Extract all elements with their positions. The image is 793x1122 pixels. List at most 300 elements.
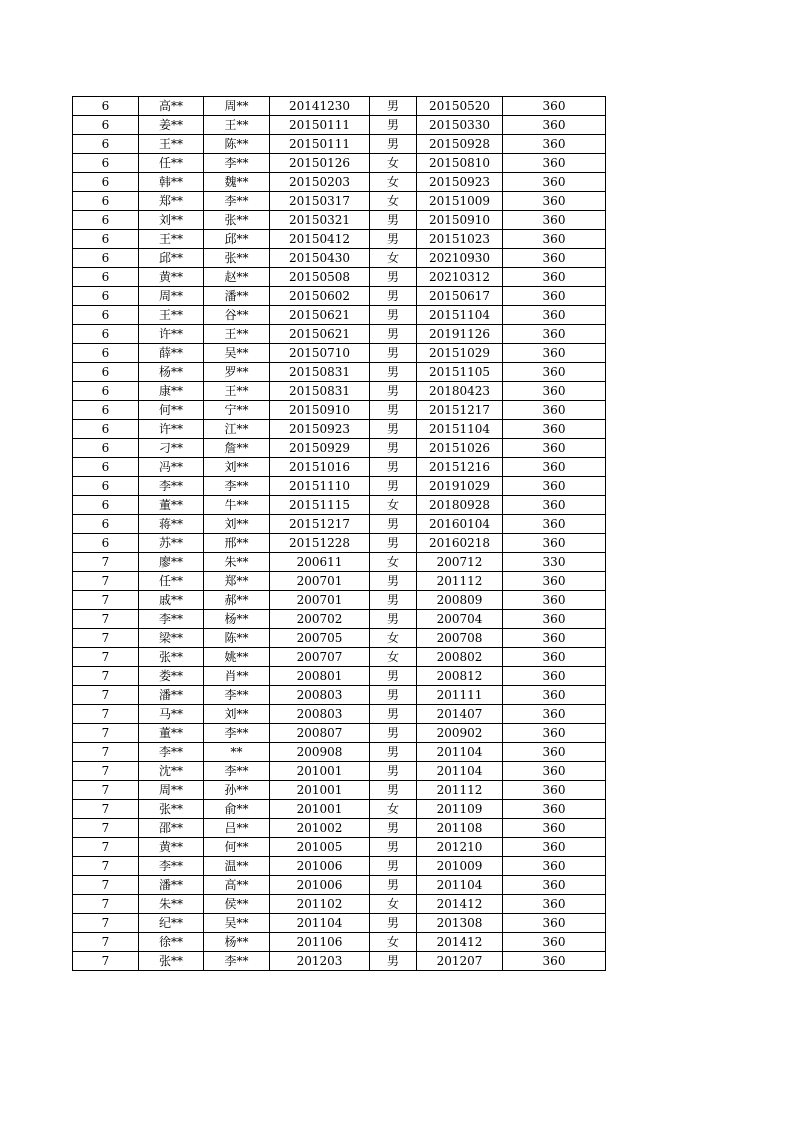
group-cell: 6 — [73, 249, 139, 268]
table-row — [73, 287, 606, 306]
date-end-cell: 20150330 — [417, 116, 503, 135]
amount-cell: 360 — [503, 344, 606, 363]
date-end-cell: 20180928 — [417, 496, 503, 515]
amount-cell: 360 — [503, 610, 606, 629]
name-a-cell: 王** — [139, 230, 204, 249]
amount-cell: 360 — [503, 591, 606, 610]
name-b-cell: 李** — [204, 686, 270, 705]
amount-cell: 360 — [503, 515, 606, 534]
date-end-cell: 201207 — [417, 952, 503, 971]
table-row — [73, 192, 606, 211]
amount-cell: 360 — [503, 895, 606, 914]
date-start-cell: 20141230 — [270, 97, 370, 116]
date-start-cell: 20150111 — [270, 135, 370, 154]
name-b-cell: 刘** — [204, 458, 270, 477]
name-a-cell: 张** — [139, 800, 204, 819]
table-row — [73, 477, 606, 496]
name-b-cell: 邢** — [204, 534, 270, 553]
table-row — [73, 116, 606, 135]
table-row — [73, 173, 606, 192]
name-b-cell: 吴** — [204, 914, 270, 933]
name-a-cell: 许** — [139, 420, 204, 439]
group-cell: 7 — [73, 553, 139, 572]
name-b-cell: 李** — [204, 192, 270, 211]
name-a-cell: 任** — [139, 154, 204, 173]
amount-cell: 360 — [503, 287, 606, 306]
date-start-cell: 201001 — [270, 781, 370, 800]
group-cell: 6 — [73, 515, 139, 534]
table-row — [73, 458, 606, 477]
name-b-cell: 朱** — [204, 553, 270, 572]
date-start-cell: 200803 — [270, 705, 370, 724]
date-end-cell: 20160104 — [417, 515, 503, 534]
gender-cell: 男 — [370, 363, 417, 382]
date-start-cell: 20151110 — [270, 477, 370, 496]
name-a-cell: 黄** — [139, 838, 204, 857]
gender-cell: 男 — [370, 743, 417, 762]
date-end-cell: 201104 — [417, 762, 503, 781]
amount-cell: 360 — [503, 762, 606, 781]
name-a-cell: 刘** — [139, 211, 204, 230]
group-cell: 6 — [73, 458, 139, 477]
amount-cell: 360 — [503, 325, 606, 344]
table-row — [73, 686, 606, 705]
table-row — [73, 781, 606, 800]
table-row — [73, 344, 606, 363]
date-end-cell: 201108 — [417, 819, 503, 838]
group-cell: 6 — [73, 97, 139, 116]
table-row — [73, 401, 606, 420]
gender-cell: 男 — [370, 705, 417, 724]
group-cell: 7 — [73, 876, 139, 895]
name-b-cell: 王** — [204, 116, 270, 135]
name-b-cell: 刘** — [204, 705, 270, 724]
amount-cell: 360 — [503, 629, 606, 648]
group-cell: 7 — [73, 743, 139, 762]
group-cell: 7 — [73, 648, 139, 667]
name-a-cell: 李** — [139, 477, 204, 496]
date-start-cell: 201001 — [270, 762, 370, 781]
name-b-cell: 郑** — [204, 572, 270, 591]
gender-cell: 男 — [370, 838, 417, 857]
table-row — [73, 420, 606, 439]
amount-cell: 360 — [503, 268, 606, 287]
date-end-cell: 20151009 — [417, 192, 503, 211]
gender-cell: 男 — [370, 876, 417, 895]
gender-cell: 男 — [370, 515, 417, 534]
group-cell: 6 — [73, 230, 139, 249]
group-cell: 6 — [73, 287, 139, 306]
name-b-cell: 吕** — [204, 819, 270, 838]
name-b-cell: 詹** — [204, 439, 270, 458]
name-a-cell: 娄** — [139, 667, 204, 686]
date-end-cell: 201112 — [417, 572, 503, 591]
table-row — [73, 496, 606, 515]
table-row — [73, 154, 606, 173]
amount-cell: 360 — [503, 705, 606, 724]
name-b-cell: 侯** — [204, 895, 270, 914]
name-b-cell: 周** — [204, 97, 270, 116]
name-a-cell: 冯** — [139, 458, 204, 477]
amount-cell: 360 — [503, 933, 606, 952]
group-cell: 6 — [73, 173, 139, 192]
gender-cell: 男 — [370, 857, 417, 876]
group-cell: 6 — [73, 192, 139, 211]
name-a-cell: 潘** — [139, 686, 204, 705]
table-row — [73, 382, 606, 401]
gender-cell: 女 — [370, 895, 417, 914]
date-end-cell: 20150923 — [417, 173, 503, 192]
name-a-cell: 张** — [139, 648, 204, 667]
gender-cell: 男 — [370, 420, 417, 439]
date-end-cell: 20151023 — [417, 230, 503, 249]
date-end-cell: 201112 — [417, 781, 503, 800]
gender-cell: 男 — [370, 401, 417, 420]
name-a-cell: 康** — [139, 382, 204, 401]
gender-cell: 女 — [370, 173, 417, 192]
table-body — [73, 97, 606, 971]
table-row — [73, 724, 606, 743]
name-b-cell: 姚** — [204, 648, 270, 667]
group-cell: 7 — [73, 705, 139, 724]
gender-cell: 男 — [370, 344, 417, 363]
date-end-cell: 200812 — [417, 667, 503, 686]
date-start-cell: 20150910 — [270, 401, 370, 420]
name-a-cell: 高** — [139, 97, 204, 116]
date-end-cell: 201210 — [417, 838, 503, 857]
name-b-cell: 张** — [204, 249, 270, 268]
date-end-cell: 201308 — [417, 914, 503, 933]
table-row — [73, 211, 606, 230]
amount-cell: 360 — [503, 363, 606, 382]
gender-cell: 男 — [370, 211, 417, 230]
date-start-cell: 20150710 — [270, 344, 370, 363]
name-a-cell: 马** — [139, 705, 204, 724]
gender-cell: 男 — [370, 97, 417, 116]
gender-cell: 男 — [370, 819, 417, 838]
date-end-cell: 201412 — [417, 933, 503, 952]
group-cell: 6 — [73, 534, 139, 553]
table-row — [73, 439, 606, 458]
name-b-cell: 李** — [204, 952, 270, 971]
date-start-cell: 20150508 — [270, 268, 370, 287]
name-b-cell: 郝** — [204, 591, 270, 610]
group-cell: 7 — [73, 629, 139, 648]
name-b-cell: 张** — [204, 211, 270, 230]
date-start-cell: 200701 — [270, 572, 370, 591]
date-start-cell: 200701 — [270, 591, 370, 610]
date-start-cell: 201002 — [270, 819, 370, 838]
date-end-cell: 200809 — [417, 591, 503, 610]
name-a-cell: 李** — [139, 743, 204, 762]
group-cell: 6 — [73, 211, 139, 230]
date-end-cell: 20151104 — [417, 420, 503, 439]
amount-cell: 360 — [503, 572, 606, 591]
group-cell: 7 — [73, 819, 139, 838]
gender-cell: 男 — [370, 572, 417, 591]
group-cell: 7 — [73, 591, 139, 610]
name-b-cell: 温** — [204, 857, 270, 876]
name-a-cell: 郑** — [139, 192, 204, 211]
date-end-cell: 201104 — [417, 876, 503, 895]
group-cell: 7 — [73, 857, 139, 876]
date-start-cell: 20151217 — [270, 515, 370, 534]
name-a-cell: 李** — [139, 857, 204, 876]
date-end-cell: 200708 — [417, 629, 503, 648]
amount-cell: 360 — [503, 211, 606, 230]
amount-cell: 360 — [503, 534, 606, 553]
name-a-cell: 任** — [139, 572, 204, 591]
table-row — [73, 268, 606, 287]
amount-cell: 360 — [503, 838, 606, 857]
group-cell: 6 — [73, 135, 139, 154]
amount-cell: 360 — [503, 686, 606, 705]
date-end-cell: 20150520 — [417, 97, 503, 116]
date-start-cell: 20150321 — [270, 211, 370, 230]
amount-cell: 360 — [503, 154, 606, 173]
table-row — [73, 572, 606, 591]
gender-cell: 男 — [370, 534, 417, 553]
amount-cell: 360 — [503, 724, 606, 743]
date-start-cell: 20150203 — [270, 173, 370, 192]
name-b-cell: 杨** — [204, 610, 270, 629]
gender-cell: 男 — [370, 781, 417, 800]
name-b-cell: 李** — [204, 154, 270, 173]
gender-cell: 男 — [370, 287, 417, 306]
amount-cell: 360 — [503, 914, 606, 933]
date-end-cell: 20160218 — [417, 534, 503, 553]
amount-cell: 360 — [503, 458, 606, 477]
name-b-cell: 王** — [204, 382, 270, 401]
table-row — [73, 648, 606, 667]
gender-cell: 男 — [370, 325, 417, 344]
gender-cell: 男 — [370, 686, 417, 705]
date-end-cell: 201412 — [417, 895, 503, 914]
date-start-cell: 201006 — [270, 857, 370, 876]
group-cell: 7 — [73, 933, 139, 952]
date-end-cell: 20151217 — [417, 401, 503, 420]
date-end-cell: 20191029 — [417, 477, 503, 496]
table-row — [73, 306, 606, 325]
date-start-cell: 20150923 — [270, 420, 370, 439]
name-b-cell: 江** — [204, 420, 270, 439]
amount-cell: 360 — [503, 116, 606, 135]
date-start-cell: 20151115 — [270, 496, 370, 515]
table-row — [73, 762, 606, 781]
name-b-cell: 杨** — [204, 933, 270, 952]
gender-cell: 男 — [370, 230, 417, 249]
data-table — [72, 96, 606, 971]
date-start-cell: 201001 — [270, 800, 370, 819]
name-a-cell: 董** — [139, 496, 204, 515]
name-b-cell: 李** — [204, 477, 270, 496]
gender-cell: 男 — [370, 762, 417, 781]
name-a-cell: 纪** — [139, 914, 204, 933]
date-end-cell: 201104 — [417, 743, 503, 762]
name-a-cell: 张** — [139, 952, 204, 971]
gender-cell: 女 — [370, 800, 417, 819]
name-b-cell: 吴** — [204, 344, 270, 363]
name-a-cell: 沈** — [139, 762, 204, 781]
group-cell: 6 — [73, 325, 139, 344]
date-end-cell: 20151104 — [417, 306, 503, 325]
table-row — [73, 838, 606, 857]
group-cell: 6 — [73, 116, 139, 135]
name-a-cell: 韩** — [139, 173, 204, 192]
table-row — [73, 629, 606, 648]
group-cell: 7 — [73, 724, 139, 743]
gender-cell: 女 — [370, 648, 417, 667]
group-cell: 6 — [73, 496, 139, 515]
amount-cell: 360 — [503, 420, 606, 439]
gender-cell: 男 — [370, 952, 417, 971]
group-cell: 6 — [73, 154, 139, 173]
date-end-cell: 201009 — [417, 857, 503, 876]
date-end-cell: 201109 — [417, 800, 503, 819]
name-b-cell: 罗** — [204, 363, 270, 382]
name-b-cell: 俞** — [204, 800, 270, 819]
table-row — [73, 705, 606, 724]
date-end-cell: 20210312 — [417, 268, 503, 287]
gender-cell: 男 — [370, 610, 417, 629]
date-start-cell: 20150317 — [270, 192, 370, 211]
table-row — [73, 610, 606, 629]
date-start-cell: 20150126 — [270, 154, 370, 173]
amount-cell: 360 — [503, 743, 606, 762]
group-cell: 7 — [73, 610, 139, 629]
date-end-cell: 20151029 — [417, 344, 503, 363]
gender-cell: 男 — [370, 667, 417, 686]
gender-cell: 男 — [370, 458, 417, 477]
gender-cell: 男 — [370, 135, 417, 154]
date-end-cell: 20150617 — [417, 287, 503, 306]
gender-cell: 女 — [370, 154, 417, 173]
name-a-cell: 廖** — [139, 553, 204, 572]
group-cell: 7 — [73, 762, 139, 781]
date-start-cell: 200908 — [270, 743, 370, 762]
table-row — [73, 952, 606, 971]
table-row — [73, 876, 606, 895]
group-cell: 6 — [73, 420, 139, 439]
name-b-cell: 谷** — [204, 306, 270, 325]
gender-cell: 男 — [370, 116, 417, 135]
date-end-cell: 20150810 — [417, 154, 503, 173]
date-start-cell: 200803 — [270, 686, 370, 705]
table-row — [73, 230, 606, 249]
gender-cell: 男 — [370, 477, 417, 496]
name-a-cell: 邱** — [139, 249, 204, 268]
date-start-cell: 201102 — [270, 895, 370, 914]
table-row — [73, 534, 606, 553]
date-start-cell: 20150621 — [270, 325, 370, 344]
group-cell: 6 — [73, 268, 139, 287]
name-b-cell: 何** — [204, 838, 270, 857]
date-end-cell: 200902 — [417, 724, 503, 743]
date-end-cell: 20151026 — [417, 439, 503, 458]
date-start-cell: 20151228 — [270, 534, 370, 553]
name-a-cell: 邵** — [139, 819, 204, 838]
date-start-cell: 20150621 — [270, 306, 370, 325]
date-start-cell: 200611 — [270, 553, 370, 572]
gender-cell: 男 — [370, 591, 417, 610]
table-row — [73, 667, 606, 686]
amount-cell: 360 — [503, 173, 606, 192]
table-row — [73, 743, 606, 762]
date-end-cell: 201111 — [417, 686, 503, 705]
table-row — [73, 914, 606, 933]
table-row — [73, 800, 606, 819]
gender-cell: 男 — [370, 306, 417, 325]
group-cell: 6 — [73, 363, 139, 382]
gender-cell: 女 — [370, 249, 417, 268]
name-b-cell: 孙** — [204, 781, 270, 800]
name-a-cell: 董** — [139, 724, 204, 743]
name-a-cell: 何** — [139, 401, 204, 420]
name-a-cell: 苏** — [139, 534, 204, 553]
date-end-cell: 20210930 — [417, 249, 503, 268]
amount-cell: 360 — [503, 496, 606, 515]
date-start-cell: 200807 — [270, 724, 370, 743]
group-cell: 7 — [73, 686, 139, 705]
name-a-cell: 许** — [139, 325, 204, 344]
group-cell: 7 — [73, 914, 139, 933]
amount-cell: 360 — [503, 249, 606, 268]
name-a-cell: 梁** — [139, 629, 204, 648]
amount-cell: 360 — [503, 192, 606, 211]
name-b-cell: 王** — [204, 325, 270, 344]
amount-cell: 360 — [503, 667, 606, 686]
name-a-cell: 姜** — [139, 116, 204, 135]
name-b-cell: 李** — [204, 724, 270, 743]
amount-cell: 360 — [503, 382, 606, 401]
date-end-cell: 200704 — [417, 610, 503, 629]
date-start-cell: 20150929 — [270, 439, 370, 458]
table-row — [73, 249, 606, 268]
amount-cell: 360 — [503, 97, 606, 116]
group-cell: 6 — [73, 344, 139, 363]
table-row — [73, 857, 606, 876]
date-start-cell: 201006 — [270, 876, 370, 895]
date-end-cell: 20150928 — [417, 135, 503, 154]
group-cell: 7 — [73, 667, 139, 686]
group-cell: 7 — [73, 781, 139, 800]
date-start-cell: 20150831 — [270, 382, 370, 401]
amount-cell: 360 — [503, 306, 606, 325]
group-cell: 6 — [73, 439, 139, 458]
date-start-cell: 20150831 — [270, 363, 370, 382]
name-b-cell: 牛** — [204, 496, 270, 515]
date-start-cell: 200702 — [270, 610, 370, 629]
name-b-cell: 陈** — [204, 135, 270, 154]
gender-cell: 女 — [370, 629, 417, 648]
table-row — [73, 895, 606, 914]
amount-cell: 360 — [503, 781, 606, 800]
table-row — [73, 135, 606, 154]
name-b-cell: ** — [204, 743, 270, 762]
date-start-cell: 201106 — [270, 933, 370, 952]
name-a-cell: 徐** — [139, 933, 204, 952]
name-b-cell: 赵** — [204, 268, 270, 287]
gender-cell: 女 — [370, 553, 417, 572]
amount-cell: 360 — [503, 135, 606, 154]
amount-cell: 360 — [503, 401, 606, 420]
date-start-cell: 201005 — [270, 838, 370, 857]
amount-cell: 360 — [503, 876, 606, 895]
name-a-cell: 戚** — [139, 591, 204, 610]
table-row — [73, 553, 606, 572]
name-a-cell: 周** — [139, 287, 204, 306]
name-a-cell: 王** — [139, 306, 204, 325]
